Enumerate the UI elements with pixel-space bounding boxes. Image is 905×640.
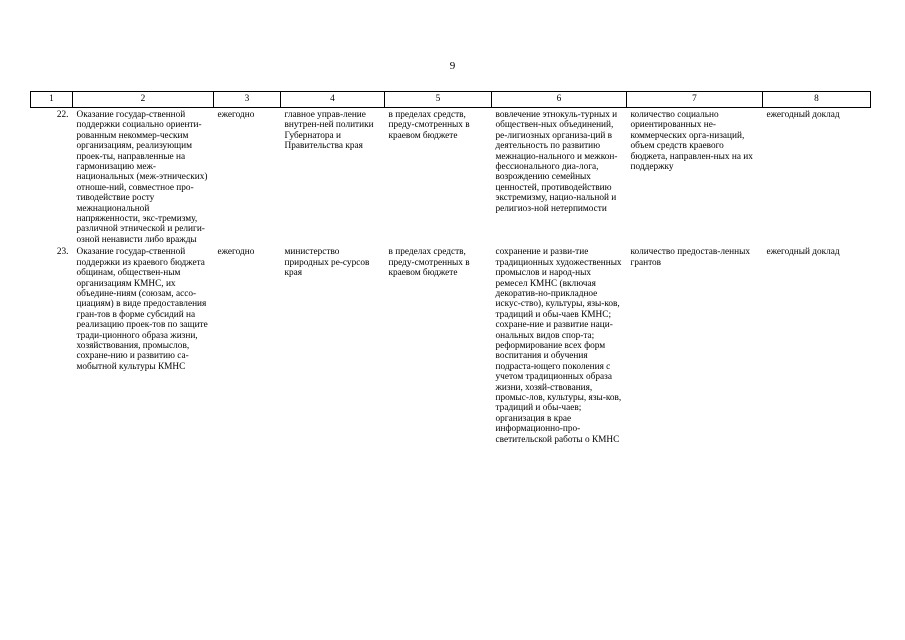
header-row — [31, 92, 871, 108]
header-col-8: 8 — [763, 92, 871, 108]
plan-table — [30, 91, 871, 445]
measure-cell: Оказание государ-ственной поддержки социально ориенти-рованным некоммер-ческим организациям, реализующим проек-ты, направленные на гармонизацию меж-национальных (меж-этнических) отноше-ний, совместное про-тиводействие росту межнациональной напряженности, экс-тремизму, различной этнической и религи-озной ненависти либо вражды — [76, 110, 208, 245]
table-row — [31, 245, 871, 445]
header-col-3: 3 — [214, 92, 281, 108]
executor-cell: министерство природных ре-сурсов края — [284, 247, 370, 279]
result-cell: сохранение и разви-тие традиционных художественных промыслов и народ-ных ремесел КМНС (включая декоратив-но-прикладное искус-ство), культуры, язы-ков, традиций и обы-чаев КМНС; сохране-ние и развитие наци-ональных видов спор-та; реформирование всех форм воспитания и обучения подраста-ющего поколения с учетом традиционных образа жизни, хозяй-ствования, промыс-лов, культуры, язы-ков, традиций и обы-чаев; организация в крае информационно-про-светительской работы о КМНС — [495, 247, 622, 445]
report-cell: ежегодный доклад — [766, 247, 840, 258]
table-row — [31, 108, 871, 246]
funding-cell: в пределах средств, преду-смотренных в краевом бюджете — [388, 110, 470, 141]
header-col-1: 1 — [31, 92, 73, 108]
row-number: 23. — [56, 247, 69, 258]
period-cell: ежегодно — [217, 247, 255, 258]
report-cell: ежегодный доклад — [766, 110, 840, 120]
header-col-4: 4 — [281, 92, 385, 108]
funding-cell: в пределах средств, преду-смотренных в краевом бюджете — [388, 247, 470, 279]
header-col-6: 6 — [492, 92, 627, 108]
result-cell: вовлечение этнокуль-турных и обществен-ных объединений, ре-лигиозных организа-ций в деятельность по развитию межнацио-нального и межкон-фессионального диа-лога, возрождению семейных ценностей, противодействию экстремизму, нацио-нальной и религиоз-ной нетерпимости — [495, 110, 618, 214]
header-col-2: 2 — [73, 92, 214, 108]
executor-cell: главное управ-ление внутрен-ней политики Губернатора и Правительства края — [284, 110, 374, 152]
header-col-5: 5 — [385, 92, 492, 108]
row-number: 22. — [56, 110, 69, 120]
indicator-cell: количество предостав-ленных грантов — [630, 247, 750, 268]
indicator-cell: количество социально ориентированных не-коммерческих орга-низаций, объем средств краевого бюджета, направлен-ных на их поддержку — [630, 110, 753, 173]
period-cell: ежегодно — [217, 110, 255, 120]
page-number: 9 — [449, 60, 456, 72]
measure-cell: Оказание государ-ственной поддержки из краевого бюджета общинам, обществен-ным организациям КМНС, их объедине-ниям (союзам, ассо-циациям) в виде предоставления гран-тов в форме субсидий на реализацию проек-тов по защите тради-ционного образа жизни, хозяйствования, промыслов, сохране-нию и развитию са-мобытной культуры КМНС — [76, 247, 208, 372]
header-col-7: 7 — [627, 92, 763, 108]
